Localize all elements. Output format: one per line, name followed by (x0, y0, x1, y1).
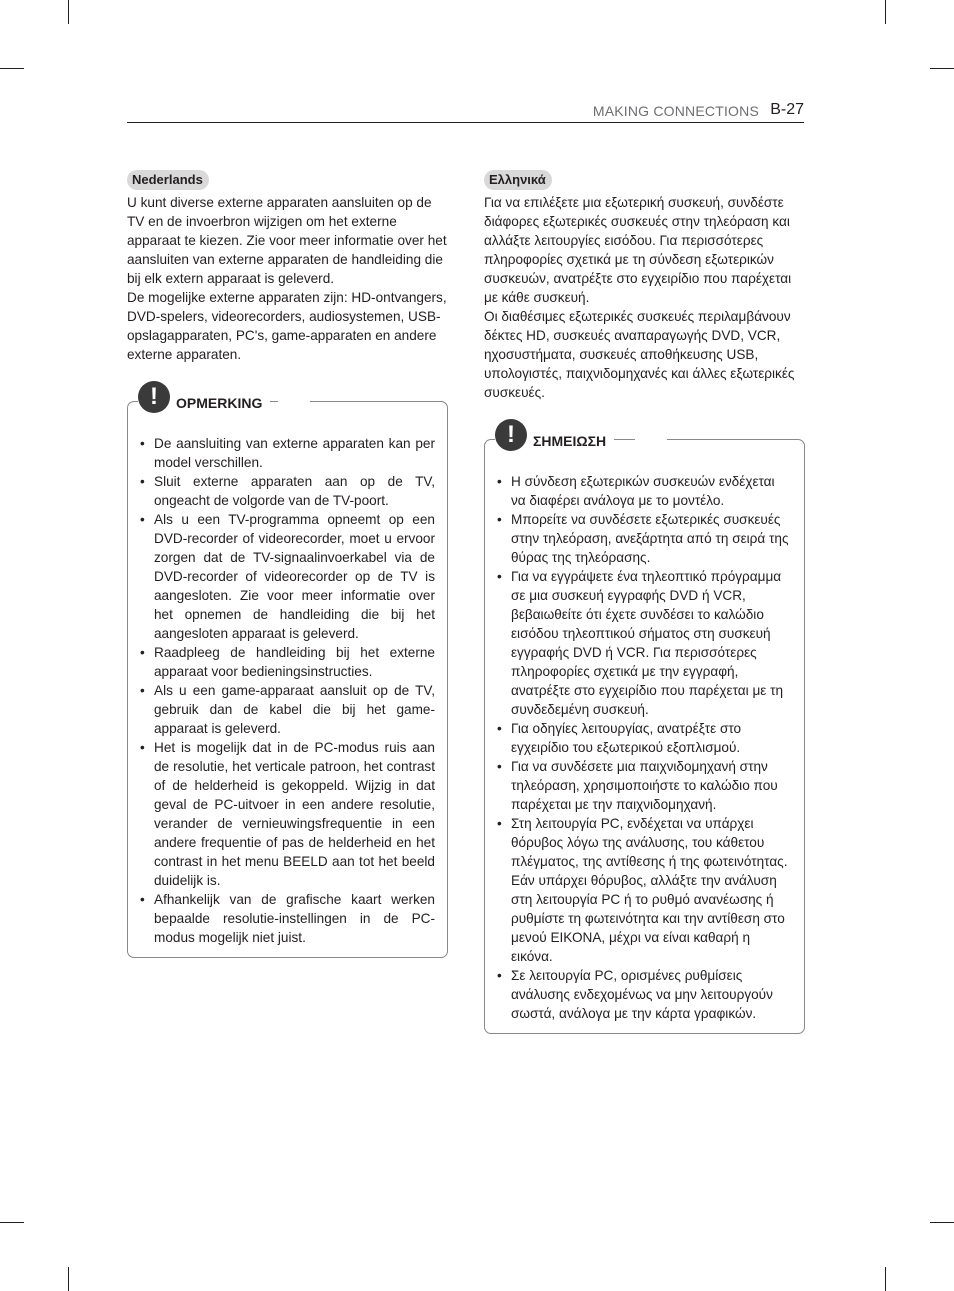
note-list (140, 434, 435, 947)
dutch-column (127, 170, 448, 958)
intro-paragraph: Οι διαθέσιμες εξωτερικές συσκευές περιλαμβάνουν δέκτες HD, συσκευές αναπαραγωγής DVD, VCR, ηχοσυστήματα, συσκευές αποθήκευσης USB, υπολογιστές, παιχνιδομηχανές και άλλες εξωτερικές συσκευές. (484, 309, 795, 400)
list-item: • Als u een game-apparaat aansluit op de TV, gebruik dan de kabel die bij het game-apparaat is geleverd. (140, 681, 435, 738)
exclamation-icon: ! (495, 419, 527, 451)
page-header (127, 100, 804, 123)
list-item: • Raadpleeg de handleiding bij het externe apparaat voor bedieningsinstructies. (140, 643, 435, 681)
list-item: • De aansluiting van externe apparaten kan per model verschillen. (140, 434, 435, 472)
note-box (484, 421, 805, 1034)
list-item: • Sluit externe apparaten aan op de TV, ongeacht de volgorde van de TV-poort. (140, 472, 435, 510)
list-item: • Afhankelijk van de grafische kaart werken bepaalde resolutie-instellingen in de PC-modus mogelijk niet juist. (140, 890, 435, 947)
crop-mark (885, 0, 886, 24)
page-number: B-27 (770, 101, 804, 118)
list-item: • Μπορείτε να συνδέσετε εξωτερικές συσκευές στην τηλεόραση, ανεξάρτητα από τη σειρά της θύρας της τηλεόρασης. (497, 510, 792, 567)
list-item: • Η σύνδεση εξωτερικών συσκευών ενδέχεται να διαφέρει ανάλογα με το μοντέλο. (497, 472, 792, 510)
intro-paragraph: De mogelijke externe apparaten zijn: HD-ontvangers, DVD-spelers, videorecorders, audiosystemen, USB-opslagapparaten, PC's, game-apparaten en andere externe apparaten. (127, 290, 447, 362)
list-item: • Σε λειτουργία PC, ορισμένες ρυθμίσεις ανάλυσης ενδεχομένως να μην λειτουργούν σωστά, ανάλογα με την κάρτα γραφικών. (497, 966, 792, 1023)
exclamation-icon: ! (138, 381, 170, 413)
crop-mark (68, 1267, 69, 1291)
note-box (127, 383, 448, 958)
note-title: OPMERKING (176, 395, 263, 411)
crop-mark (0, 68, 24, 69)
list-item: • Για να συνδέσετε μια παιχνιδομηχανή στην τηλεόραση, χρησιμοποιήστε το καλώδιο που παρέχεται με την παιχνιδομηχανή. (497, 757, 792, 814)
list-item: • Για οδηγίες λειτουργίας, ανατρέξτε στο εγχειρίδιο του εξωτερικού εξοπλισμού. (497, 719, 792, 757)
crop-mark (930, 68, 954, 69)
language-tab-dutch: Nederlands (127, 170, 209, 190)
list-item: • Het is mogelijk dat in de PC-modus ruis aan de resolutie, het verticale patroon, het contrast of de helderheid is gekoppeld. Wijzig in dat geval de PC-uitvoer in een andere resolutie, verander de vernieuwingsfrequentie in een andere frequentie of pas de helderheid en het contrast in het menu BEELD aan tot het beeld duidelijk is. (140, 738, 435, 890)
header-section-title: MAKING CONNECTIONS (592, 103, 759, 119)
list-item: • Για να εγγράψετε ένα τηλεοπτικό πρόγραμμα σε μια συσκευή εγγραφής DVD ή VCR, βεβαιωθείτε ότι έχετε συνδέσει το καλώδιο εισόδου τηλεοπτικού σήματος στη συσκευή εγγραφής DVD ή VCR. Για περισσότερες πληροφορίες σχετικά με την εγγραφή, ανατρέξτε στο εγχειρίδιο που παρέχεται με τη συνδεδεμένη συσκευή. (497, 567, 792, 719)
crop-mark (0, 1222, 24, 1223)
intro-paragraph: Για να επιλέξετε μια εξωτερική συσκευή, συνδέστε διάφορες εξωτερικές συσκευές στην τηλεόραση και αλλάξτε λειτουργίες εισόδου. Για περισσότερες πληροφορίες σχετικά με τη σύνδεση εξωτερικών συσκευών, ανατρέξτε στο εγχειρίδιο που παρέχεται με κάθε συσκευή. (484, 195, 792, 305)
intro-text (127, 193, 448, 364)
intro-text (484, 193, 805, 402)
note-header (138, 380, 270, 414)
intro-paragraph: U kunt diverse externe apparaten aansluiten op de TV en de invoerbron wijzigen om het externe apparaat te kiezen. Zie voor meer informatie over het aansluiten van externe apparaten de handleiding die bij elk extern apparaat is geleverd. (127, 195, 447, 286)
crop-mark (885, 1267, 886, 1291)
crop-mark (68, 0, 69, 24)
list-item: • Στη λειτουργία PC, ενδέχεται να υπάρχει θόρυβος λόγω της ανάλυσης, του κάθετου πλέγματος, της αντίθεσης ή της φωτεινότητας. Εάν υπάρχει θόρυβος, αλλάξτε την ανάλυση στη λειτουργία PC ή το ρυθμό ανανέωσης ή ρυθμίστε τη φωτεινότητα και την αντίθεση στο μενού ΕΙΚΟΝΑ, μέχρι να είναι καθαρή η εικόνα. (497, 814, 792, 966)
greek-column (484, 170, 805, 1034)
note-list (497, 472, 792, 1023)
list-item: • Als u een TV-programma opneemt op een DVD-recorder of videorecorder, moet u ervoor zorgen dat de TV-signaalinvoerkabel via de DVD-recorder of videorecorder op de TV is aangesloten. Zie voor meer informatie over het opnemen de handleiding die bij het aangesloten apparaat is geleverd. (140, 510, 435, 643)
note-title: ΣΗΜΕΙΩΣΗ (533, 433, 607, 449)
language-tab-greek: Ελληνικά (484, 170, 552, 190)
crop-mark (930, 1222, 954, 1223)
note-header (495, 418, 614, 452)
